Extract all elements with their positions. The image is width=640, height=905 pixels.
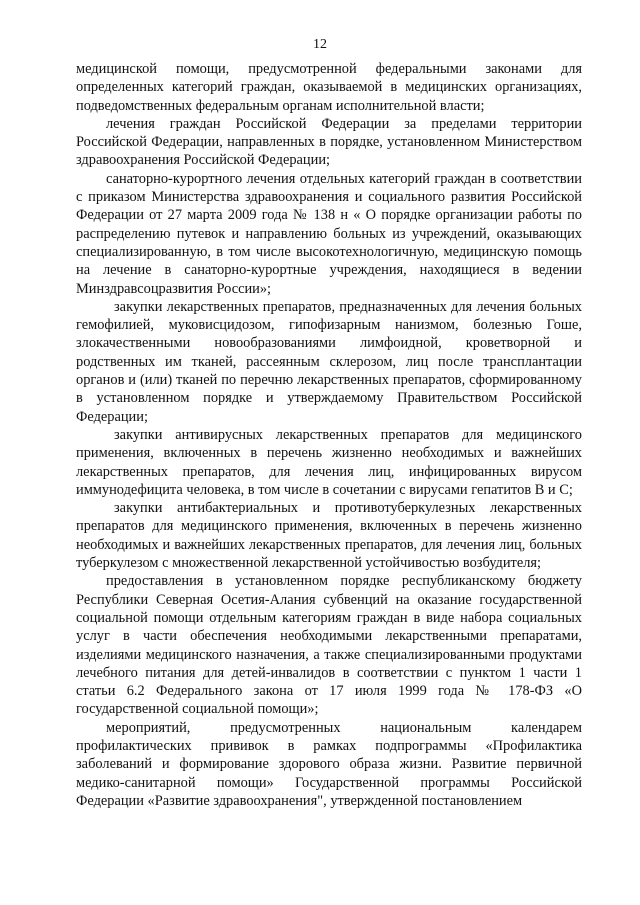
paragraph-6: закупки антибактериальных и противотуберкулезных лекарственных препаратов для медицинского применения, включенных в перечень жизненно необходимых и важнейших лекарственных препаратов, для лечения лиц, больных туберкулезом с множественной лекарственной устойчивостью возбудителя; xyxy=(76,500,582,572)
paragraph-3: санаторно-курортного лечения отдельных категорий граждан в соответствии с приказом Министерства здравоохранения и социального развития Российской Федерации от 27 марта 2009 года № 138 н « О порядке организации работы по распределению путевок и направлению больных из учреждений, оказывающих специализированную, в том числе высокотехнологичную, медицинскую помощь на лечение в санаторно-курортные учреждения, находящиеся в ведении Минздравсоцразвития России»; xyxy=(76,170,582,297)
paragraph-8: мероприятий, предусмотренных национальным календарем профилактических прививок в рамках подпрограммы «Профилактика заболеваний и формирование здорового образа жизни. Развитие первичной медико-санитарной помощи» Государственной программы Российской Федерации «Развитие здравоохранения", утвержденной постановлением xyxy=(76,719,582,809)
paragraph-5: закупки антивирусных лекарственных препаратов для медицинского применения, включенных в перечень жизненно необходимых и важнейших лекарственных препаратов, для лечения лиц, инфицированных вирусом иммунодефицита человека, в том числе в сочетании с вирусами гепатитов В и С; xyxy=(76,426,582,498)
paragraph-4: закупки лекарственных препаратов, предназначенных для лечения больных гемофилией, муковисцидозом, гипофизарным нанизмом, болезнью Гоше, злокачественными новообразованиями лимфоидной, кроветворной и родственных им тканей, рассеянным склерозом, лиц после трансплантации органов и (или) тканей по перечню лекарственных препаратов, сформированному в установленном порядке и утверждаемому Правительством Российской Федерации; xyxy=(76,298,582,425)
page-number: 12 xyxy=(313,37,327,52)
document-body xyxy=(76,60,582,810)
paragraph-1: медицинской помощи, предусмотренной федеральными законами для определенных категорий граждан, оказываемой в медицинских организациях, подведомственных федеральным органам исполнительной власти; xyxy=(76,61,582,114)
paragraph-7: предоставления в установленном порядке республиканскому бюджету Республики Северная Осетия-Алания субвенций на оказание государственной социальной помощи отдельным категориям граждан в виде набора социальных услуг в части обеспечения необходимыми лекарственными препаратами, изделиями медицинского назначения, а также специализированными продуктами лечебного питания для детей-инвалидов в соответствии с пунктом 1 части 1 статьи 6.2 Федерального закона от 17 июля 1999 года № 178-ФЗ «О государственной социальной помощи»; xyxy=(76,573,582,718)
paragraph-2: лечения граждан Российской Федерации за пределами территории Российской Федерации, направленных в порядке, установленном Министерством здравоохранения Российской Федерации; xyxy=(76,115,582,169)
